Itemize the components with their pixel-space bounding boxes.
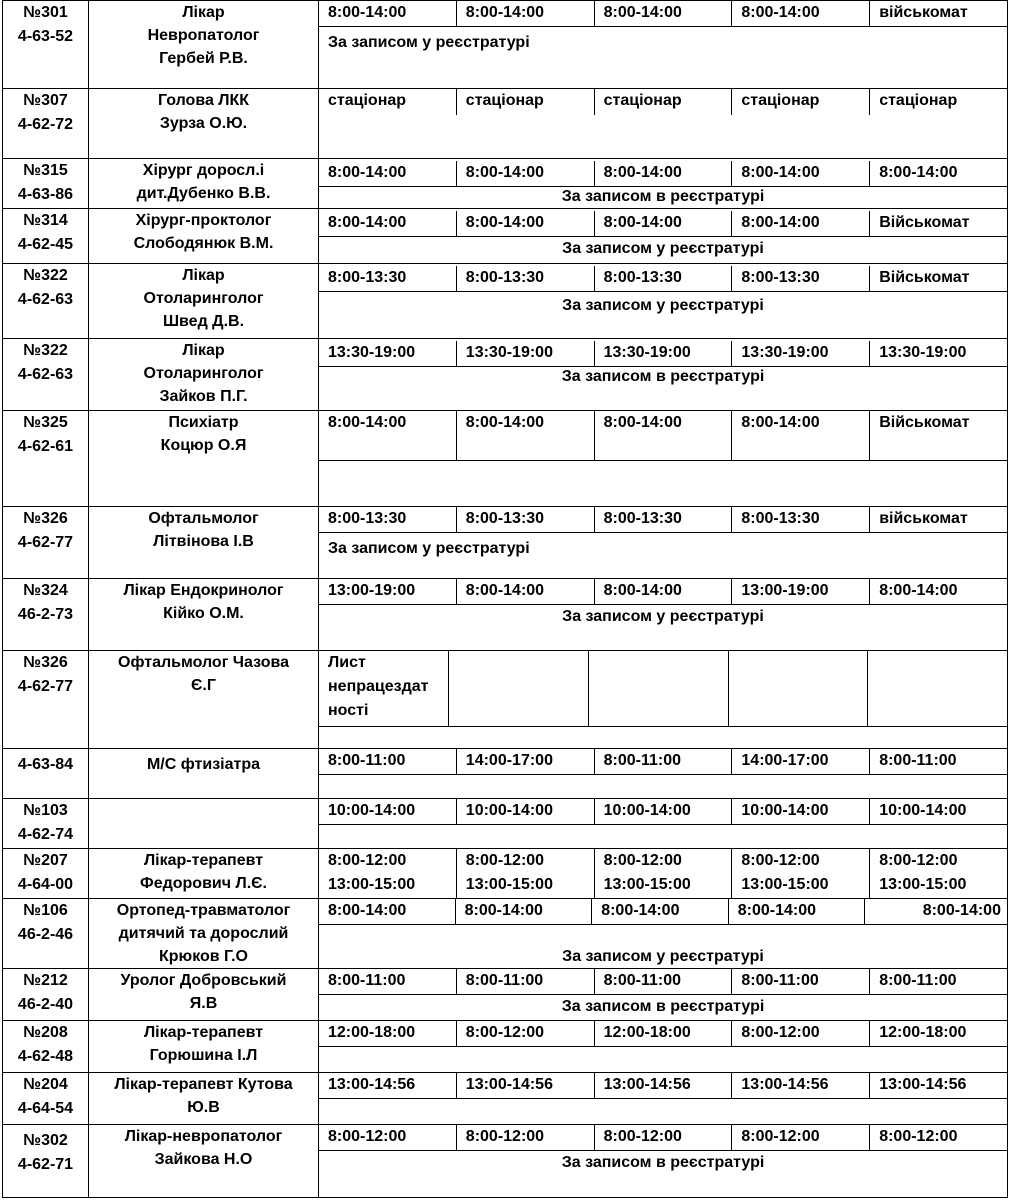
hours-line: 13:00-15:00 [879, 876, 967, 893]
hours-line: 13:00-15:00 [328, 876, 416, 893]
hours-cell: стаціонар [879, 92, 958, 109]
hours-cell: 8:00-11:00 [457, 969, 595, 994]
room-cell [3, 159, 89, 208]
phone-number: 4-63-84 [17, 756, 74, 773]
doctor-line: Я.В [189, 995, 218, 1012]
hours-cell: 8:00-12:00 [457, 1021, 595, 1046]
hours-area [319, 579, 1007, 650]
schedule-row [2, 798, 1008, 848]
appointment-note: За записом в реєстратурі [561, 1154, 765, 1171]
doctor-line: Літвінова І.В [153, 533, 254, 550]
hours-cell: 8:00-11:00 [319, 749, 457, 774]
hours-area [319, 209, 1007, 263]
phone-number: 4-63-52 [17, 28, 74, 45]
doctor-line: Слободянюк В.М. [133, 235, 274, 252]
appointment-note: За записом в реєстратурі [561, 188, 765, 205]
hours-cell: 13:00-14:56 [732, 1073, 870, 1098]
room-number: №324 [23, 582, 68, 599]
phone-number: 4-62-48 [17, 1048, 74, 1065]
schedule-row [2, 410, 1008, 506]
room-cell [3, 1021, 89, 1072]
schedule-row [2, 338, 1008, 410]
doctor-line: Лікар [182, 267, 225, 284]
hours-cell: 8:00-11:00 [595, 749, 733, 774]
schedule-row [2, 1124, 1008, 1198]
hours-cell: 8:00-14:00 [319, 1, 457, 26]
hours-cell: 13:00-19:00 [319, 579, 457, 604]
room-number: №302 [23, 1132, 68, 1149]
hours-cell: 8:00-14:00 [922, 902, 1001, 919]
schedule-row [2, 650, 1008, 748]
room-cell [3, 507, 89, 578]
appointment-note: За записом в реєстратурі [561, 368, 765, 385]
hours-cell: 10:00-14:00 [595, 799, 733, 824]
schedule-row [2, 848, 1008, 898]
doctor-line: Лікар [182, 4, 225, 21]
doctor-line: Отоларинголог [143, 365, 264, 382]
schedule-row [2, 898, 1008, 968]
hours-cell: 8:00-13:30 [732, 507, 870, 532]
hours-cell: 10:00-14:00 [732, 799, 870, 824]
hours-line: 8:00-12:00 [741, 852, 820, 869]
room-number: №106 [23, 902, 68, 919]
room-cell [3, 749, 89, 798]
hours-cell: 8:00-13:30 [319, 266, 457, 291]
doctor-cell [89, 1, 319, 88]
doctor-cell [89, 799, 319, 848]
hours-cell: 13:00-14:56 [457, 1073, 595, 1098]
room-cell [3, 799, 89, 848]
hours-cell: 8:00-13:30 [732, 266, 870, 291]
hours-cell: 8:00-14:00 [595, 1, 733, 26]
room-cell [3, 1, 89, 88]
doctor-cell [89, 1125, 319, 1197]
room-number: №208 [23, 1024, 68, 1041]
hours-area [319, 799, 1007, 848]
room-number: №326 [23, 510, 68, 527]
doctor-cell [89, 411, 319, 506]
doctor-cell [89, 849, 319, 898]
doctor-line: Кійко О.М. [163, 605, 244, 622]
phone-number: 4-63-86 [17, 186, 74, 203]
room-number: №322 [23, 342, 68, 359]
hours-area [319, 899, 1007, 968]
schedule-row [2, 578, 1008, 650]
hours-area [319, 1073, 1007, 1124]
hours-cell: 8:00-14:00 [319, 161, 457, 186]
doctor-line: Голова ЛКК [157, 92, 250, 109]
hours-line: 13:00-15:00 [465, 876, 553, 893]
hours-cell: військомат [879, 4, 968, 21]
hours-cell: стаціонар [732, 89, 870, 115]
hours-area [319, 339, 1007, 410]
hours-cell: стаціонар [595, 89, 733, 115]
hours-cell: військомат [879, 510, 968, 527]
phone-number: 4-64-00 [17, 876, 74, 893]
schedule-row [2, 1020, 1008, 1072]
hours-cell: 13:30-19:00 [879, 344, 967, 361]
doctor-line: Лікар Ендокринолог [123, 582, 284, 599]
hours-cell: 8:00-14:00 [457, 161, 595, 186]
hours-cell: 8:00-14:00 [595, 161, 733, 186]
hours-cell: 12:00-18:00 [879, 1024, 967, 1041]
phone-number: 4-62-74 [17, 826, 74, 843]
hours-cell: 8:00-14:00 [732, 1, 870, 26]
hours-cell: 8:00-14:00 [457, 411, 595, 460]
doctor-line: Хірург-проктолог [135, 212, 272, 229]
hours-cell [595, 849, 733, 898]
hours-cell: 8:00-14:00 [595, 211, 733, 236]
hours-cell [589, 651, 729, 726]
hours-cell: 8:00-12:00 [732, 1021, 870, 1046]
appointment-note: За записом у реєстратурі [562, 240, 764, 257]
schedule-row [2, 968, 1008, 1020]
hours-cell: 8:00-13:30 [595, 266, 733, 291]
phone-number: 4-62-77 [17, 534, 74, 551]
hours-cell: 10:00-14:00 [879, 802, 967, 819]
doctor-line: Офтальмолог Чазова [118, 654, 289, 671]
doctor-cell [89, 159, 319, 208]
doctor-line: Офтальмолог [148, 510, 259, 527]
hours-cell: 8:00-14:00 [879, 582, 958, 599]
phone-number: 4-62-77 [17, 678, 74, 695]
appointment-note: За записом у реєстратурі [562, 297, 764, 314]
phone-number: 46-2-46 [17, 926, 74, 943]
hours-cell: 8:00-14:00 [732, 211, 870, 236]
hours-cell: 8:00-11:00 [319, 969, 457, 994]
hours-cell: Військомат [879, 414, 970, 431]
appointment-note: За записом у реєстратурі [562, 608, 764, 625]
hours-cell [449, 651, 589, 726]
room-number: №315 [23, 162, 68, 179]
hours-cell: 8:00-12:00 [732, 1125, 870, 1150]
room-number: №325 [23, 414, 68, 431]
phone-number: 46-2-73 [17, 606, 74, 623]
room-cell [3, 849, 89, 898]
phone-number: 4-64-54 [17, 1100, 74, 1117]
schedule-row [2, 748, 1008, 798]
hours-area [319, 749, 1007, 798]
hours-cell: 8:00-14:00 [319, 211, 457, 236]
hours-cell: 8:00-12:00 [595, 1125, 733, 1150]
phone-number: 4-62-63 [17, 366, 74, 383]
hours-line: 8:00-12:00 [328, 852, 407, 869]
hours-cell: 13:00-14:56 [319, 1073, 457, 1098]
hours-cell: 8:00-13:30 [319, 507, 457, 532]
hours-area [319, 264, 1007, 338]
schedule-row [2, 506, 1008, 578]
room-cell [3, 579, 89, 650]
schedule-row [2, 158, 1008, 208]
hours-cell: 8:00-14:00 [319, 899, 456, 924]
appointment-note: За записом в реєстратурі [561, 998, 765, 1015]
doctor-line: Лікар-терапевт [143, 852, 264, 869]
room-number: №307 [23, 92, 68, 109]
hours-cell: 13:00-14:56 [879, 1076, 967, 1093]
doctor-line: Лікар-невропатолог [124, 1128, 283, 1145]
hours-cell: Лист непрацездат ності [319, 651, 449, 726]
hours-area [319, 1125, 1007, 1197]
appointment-note: За записом у реєстратурі [328, 34, 530, 51]
hours-cell: 8:00-14:00 [595, 579, 733, 604]
doctor-line: Лікар [182, 342, 225, 359]
hours-cell: 8:00-14:00 [457, 1, 595, 26]
hours-area [319, 849, 1007, 898]
hours-cell: 13:30-19:00 [319, 341, 457, 366]
hours-cell: 8:00-14:00 [456, 899, 593, 924]
doctor-cell [89, 969, 319, 1020]
hours-area [319, 1, 1007, 88]
doctor-cell [89, 209, 319, 263]
room-number: №314 [23, 212, 68, 229]
hours-cell [319, 849, 457, 898]
hours-line: 8:00-12:00 [465, 852, 545, 869]
hours-line: 8:00-12:00 [603, 852, 682, 869]
doctor-line: Хірург доросл.і [142, 162, 265, 179]
hours-cell: стаціонар [457, 89, 595, 115]
doctor-line: Уролог Добровський [120, 972, 287, 989]
doctor-line: Зайков П.Г. [159, 388, 248, 405]
hours-area [319, 159, 1007, 208]
doctor-line: Гербей Р.В. [159, 50, 248, 67]
hours-cell: 14:00-17:00 [457, 749, 595, 774]
hours-cell: 13:30-19:00 [595, 341, 733, 366]
doctor-line: Федорович Л.Є. [140, 875, 267, 892]
hours-cell: 8:00-14:00 [457, 211, 595, 236]
hours-cell: 8:00-13:30 [457, 266, 595, 291]
doctor-line: Коцюр О.Я [160, 437, 247, 454]
hours-cell: стаціонар [319, 89, 457, 115]
hours-area [319, 651, 1007, 748]
hours-cell: 12:00-18:00 [319, 1021, 457, 1046]
doctor-cell [89, 579, 319, 650]
hours-cell: 13:00-14:56 [595, 1073, 733, 1098]
hours-cell: 8:00-14:00 [732, 161, 870, 186]
hours-cell [870, 849, 1007, 898]
hours-line: 13:00-15:00 [741, 876, 829, 893]
hours-cell [729, 651, 869, 726]
room-cell [3, 969, 89, 1020]
room-number: №326 [23, 654, 68, 671]
hours-area [319, 411, 1007, 506]
schedule-row [2, 263, 1008, 338]
hours-cell: 13:30-19:00 [457, 341, 595, 366]
hours-area [319, 89, 1007, 158]
doctor-cell [89, 899, 319, 968]
doctor-cell [89, 339, 319, 410]
room-number: №212 [23, 972, 68, 989]
hours-area [319, 969, 1007, 1020]
phone-number: 4-62-61 [17, 438, 74, 455]
hours-cell: 8:00-12:00 [457, 1125, 595, 1150]
doctor-line: Зайкова Н.О [154, 1151, 253, 1168]
hours-cell: 12:00-18:00 [595, 1021, 733, 1046]
doctor-line: Лікар-терапевт [143, 1024, 264, 1041]
hours-line: 13:00-15:00 [603, 876, 691, 893]
hours-cell: Військомат [879, 269, 970, 286]
room-number: №301 [23, 4, 68, 21]
doctor-cell [89, 1021, 319, 1072]
room-cell [3, 411, 89, 506]
room-cell [3, 264, 89, 338]
doctor-line: Швед Д.В. [162, 313, 245, 330]
phone-number: 4-62-72 [17, 116, 74, 133]
hours-line: 8:00-12:00 [879, 852, 958, 869]
doctor-cell [89, 89, 319, 158]
hours-cell: Військомат [879, 214, 970, 231]
doctor-cell [89, 264, 319, 338]
hours-area [319, 507, 1007, 578]
doctor-cell [89, 1073, 319, 1124]
hours-cell: 14:00-17:00 [732, 749, 870, 774]
room-cell [3, 1073, 89, 1124]
hours-cell: 8:00-14:00 [732, 411, 870, 460]
doctor-line: Горюшина І.Л [149, 1047, 258, 1064]
doctor-line: Лікар-терапевт Кутова [114, 1076, 293, 1093]
hours-cell [457, 849, 595, 898]
room-number: №103 [23, 802, 68, 819]
hours-cell: 8:00-13:30 [457, 507, 595, 532]
hours-cell: 13:00-19:00 [732, 579, 870, 604]
room-cell [3, 899, 89, 968]
doctor-line: М/С фтизіатра [146, 756, 261, 773]
doctor-line: Отоларинголог [143, 290, 264, 307]
doctor-line: Невропатолог [147, 27, 260, 44]
hours-cell: 8:00-11:00 [732, 969, 870, 994]
hours-cell: 8:00-14:00 [729, 899, 866, 924]
hours-cell: 8:00-14:00 [319, 411, 457, 460]
doctor-line: Крюков Г.О [158, 948, 248, 965]
schedule-row [2, 0, 1008, 88]
room-cell [3, 1125, 89, 1197]
hours-cell: 8:00-14:00 [595, 411, 733, 460]
appointment-note: За записом у реєстратурі [562, 948, 764, 965]
doctor-line: Психіатр [168, 414, 239, 431]
hours-cell: 8:00-12:00 [319, 1125, 457, 1150]
hours-cell: 10:00-14:00 [319, 799, 457, 824]
hours-cell [868, 651, 1007, 726]
doctor-line: дитячий та дорослий [118, 925, 289, 942]
doctor-line: Зурза О.Ю. [159, 115, 248, 132]
hours-cell: 13:30-19:00 [732, 341, 870, 366]
room-cell [3, 209, 89, 263]
room-cell [3, 651, 89, 748]
hours-cell: 8:00-11:00 [879, 972, 957, 989]
appointment-note: За записом у реєстратурі [328, 540, 530, 557]
hours-cell: 8:00-14:00 [592, 899, 729, 924]
phone-number: 4-62-63 [17, 291, 74, 308]
hours-cell [732, 849, 870, 898]
doctor-cell [89, 749, 319, 798]
room-cell [3, 339, 89, 410]
doctor-cell [89, 651, 319, 748]
phone-number: 4-62-45 [17, 236, 74, 253]
doctor-cell [89, 507, 319, 578]
doctor-line: дит.Дубенко В.В. [136, 185, 271, 202]
schedule-row [2, 208, 1008, 263]
room-number: №207 [23, 852, 68, 869]
phone-number: 46-2-40 [17, 996, 74, 1013]
doctor-line: Ю.В [187, 1099, 220, 1116]
room-number: №322 [23, 267, 68, 284]
hours-cell: 8:00-11:00 [595, 969, 733, 994]
hours-cell: 8:00-14:00 [457, 579, 595, 604]
doctor-line: Ортопед-травматолог [116, 902, 291, 919]
schedule-row [2, 1072, 1008, 1124]
hours-cell: 8:00-14:00 [879, 164, 958, 181]
hours-area [319, 1021, 1007, 1072]
phone-number: 4-62-71 [17, 1156, 74, 1173]
hours-cell: 10:00-14:00 [457, 799, 595, 824]
room-number: №204 [23, 1076, 68, 1093]
doctor-line: Є.Г [191, 677, 216, 694]
schedule-row [2, 88, 1008, 158]
hours-cell: 8:00-12:00 [879, 1128, 958, 1145]
hours-cell: 8:00-13:30 [595, 507, 733, 532]
hours-cell: 8:00-11:00 [879, 752, 957, 769]
room-cell [3, 89, 89, 158]
